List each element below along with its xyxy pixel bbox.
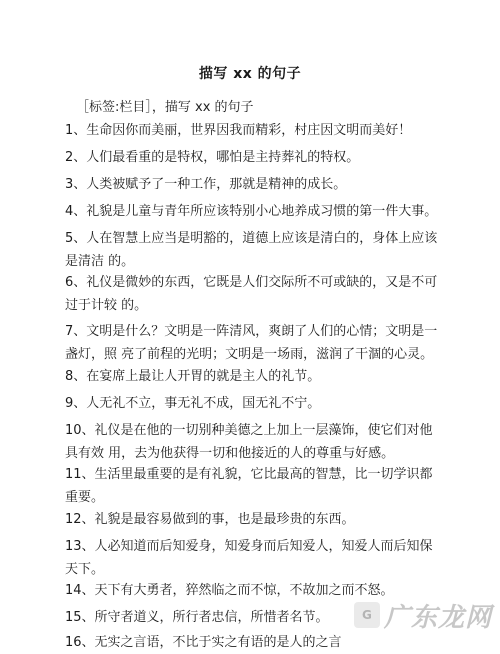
list-item: 6、礼仪是微妙的东西，它既是人们交际所不可或缺的，又是不可过于计较 的。 bbox=[65, 275, 438, 313]
list-item: 10、礼仪是在他的一切别种美德之上加上一层藻饰，使它们对他具有效 用，去为他获得一切和他接近的人的尊重与好感。 bbox=[65, 423, 433, 461]
list-item: 8、在宴席上最让人开胃的就是主人的礼节。 bbox=[65, 369, 321, 384]
watermark-text: 广东龙网 bbox=[383, 602, 492, 633]
list-item: 16、无实之言语，不比于实之有语的是人的之言 bbox=[65, 635, 342, 650]
list-item: 2、人们最看重的是特权，哪怕是主持葬礼的特权。 bbox=[65, 150, 360, 165]
list-item: 5、人在智慧上应当是明豁的，道德上应该是清白的，身体上应该是清洁 的。 bbox=[65, 231, 438, 269]
list-item: 9、人无礼不立，事无礼不成，国无礼不宁。 bbox=[65, 396, 321, 411]
list-item: 11、生活里最重要的是有礼貌，它比最高的智慧，比一切学识都重要。 bbox=[65, 467, 433, 505]
list-item: 4、礼貌是儿童与青年所应该特别小心地养成习惯的第一件大事。 bbox=[65, 204, 438, 219]
list-item: 7、文明是什么？文明是一阵清风，爽朗了人们的心情；文明是一盏灯，照 亮了前程的光明；文明是一场雨，滋润了干涸的心灵。 bbox=[65, 324, 438, 362]
watermark-logo-icon: G bbox=[354, 602, 380, 628]
list-item: 3、人类被赋予了一种工作，那就是精神的成长。 bbox=[65, 177, 347, 192]
list-item: 12、礼貌是最容易做到的事，也是最珍贵的东西。 bbox=[65, 512, 355, 527]
list-item: 14、天下有大勇者，猝然临之而不惊，不故加之而不怒。 bbox=[65, 583, 394, 598]
page-title: 描写 xx 的句子 bbox=[198, 66, 302, 82]
site-watermark bbox=[354, 598, 492, 632]
list-item: 15、所守者道义，所行者忠信，所惜者名节。 bbox=[65, 610, 329, 625]
tag-line: ［标签:栏目］，描写 xx 的句子 bbox=[76, 100, 254, 115]
list-item: 13、人必知道而后知爱身，知爱身而后知爱人，知爱人而后知保天下。 bbox=[65, 539, 433, 577]
list-item: 1、生命因你而美丽，世界因我而精彩，村庄因文明而美好！ bbox=[65, 123, 412, 138]
